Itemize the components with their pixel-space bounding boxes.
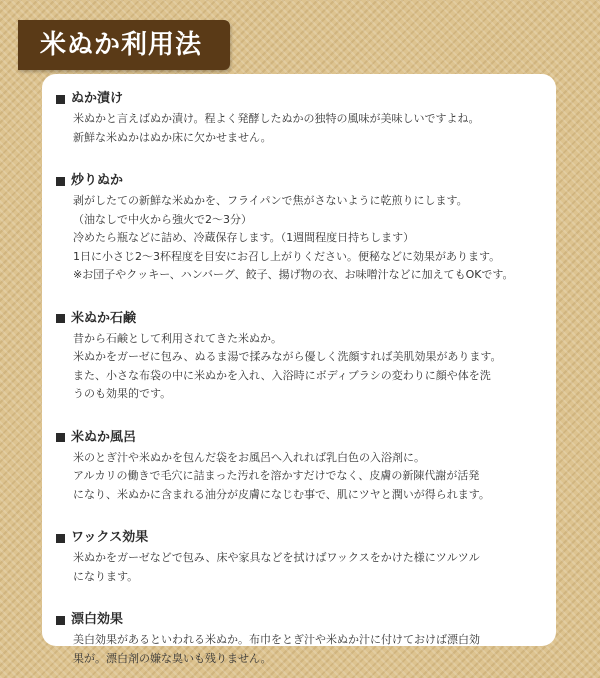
section-body-line: うのも効果的です。	[73, 387, 172, 400]
usage-section	[56, 89, 544, 147]
square-bullet-icon	[56, 616, 65, 625]
section-body-line: 昔から石鹸として利用されてきた米ぬか。	[73, 331, 282, 345]
section-heading	[56, 428, 544, 448]
section-body-line: 冷めたら瓶などに詰め、冷蔵保存します。（1週間程度日持ちします）	[73, 231, 415, 244]
section-body	[56, 631, 544, 668]
square-bullet-icon	[56, 314, 65, 323]
section-heading-text: ワックス効果	[71, 530, 149, 545]
section-body-line: 剥がしたての新鮮な米ぬかを、フライパンで焦がさないように乾煎りにします。	[73, 194, 468, 207]
section-body-line: になり、米ぬかに含まれる油分が皮膚になじむ事で、肌にツヤと潤いが得られます。	[73, 487, 490, 501]
square-bullet-icon	[56, 177, 65, 186]
section-heading-text: 米ぬか石鹸	[71, 310, 137, 326]
section-body	[56, 192, 544, 285]
section-body-line: （油なしで中火から強火で2～3分）	[73, 212, 252, 226]
section-body-line: ※お団子やクッキー、ハンバーグ、餃子、揚げ物の衣、お味噌汁などに加えてもOKです。	[73, 268, 514, 281]
title-banner	[18, 20, 230, 70]
section-heading	[56, 89, 544, 109]
section-body-line: 1日に小さじ2～3杯程度を目安にお召し上がりください。便秘などに効果があります。	[73, 249, 501, 263]
section-body	[56, 330, 544, 404]
section-heading	[56, 610, 544, 630]
section-body-line: 新鮮な米ぬかはぬか床に欠かせません。	[73, 130, 272, 144]
square-bullet-icon	[56, 534, 65, 543]
section-body-line: 米ぬかと言えばぬか漬け。程よく発酵したぬかの独特の風味が美味しいですよね。	[73, 112, 480, 125]
section-body-line: また、小さな布袋の中に米ぬかを入れ、入浴時にボディブラシの変わりに顔や体を洗	[73, 368, 491, 382]
usage-section	[56, 309, 544, 404]
section-body-line: 美白効果があるといわれる米ぬか。布巾をとぎ汁や米ぬか汁に付けておけば漂白効	[73, 633, 480, 646]
section-body	[56, 549, 544, 586]
section-heading-text: ぬか漬け	[71, 91, 124, 106]
section-body-line: 米ぬかをガーゼに包み、ぬるま湯で揉みながら優しく洗顔すれば美肌効果があります。	[73, 350, 502, 363]
section-body-line: 米ぬかをガーゼなどで包み、床や家具などを拭けばワックスをかけた様にツルツル	[73, 551, 480, 564]
usage-section	[56, 610, 544, 668]
section-body-line: アルカリの働きで毛穴に詰まった汚れを溶かすだけでなく、皮膚の新陳代謝が活発	[73, 469, 480, 482]
page-title: 米ぬか利用法	[40, 30, 203, 60]
section-heading	[56, 309, 544, 329]
usage-section	[56, 171, 544, 285]
section-body-line: 米のとぎ汁や米ぬかを包んだ袋をお風呂へ入れれば乳白色の入浴剤に。	[73, 450, 425, 464]
section-body-line: 果が。漂白剤の嫌な臭いも残りません。	[73, 651, 272, 665]
section-heading	[56, 528, 544, 548]
square-bullet-icon	[56, 433, 65, 442]
section-heading-text: 米ぬか風呂	[71, 429, 137, 445]
section-heading-text: 漂白効果	[71, 612, 124, 627]
section-body-line: になります。	[73, 569, 139, 583]
section-body	[56, 110, 544, 147]
square-bullet-icon	[56, 95, 65, 104]
usage-section	[56, 428, 544, 505]
section-heading-text: 炒りぬか	[71, 173, 124, 188]
usage-section	[56, 528, 544, 586]
section-body	[56, 449, 544, 505]
section-heading	[56, 171, 544, 191]
content-panel	[42, 74, 556, 665]
